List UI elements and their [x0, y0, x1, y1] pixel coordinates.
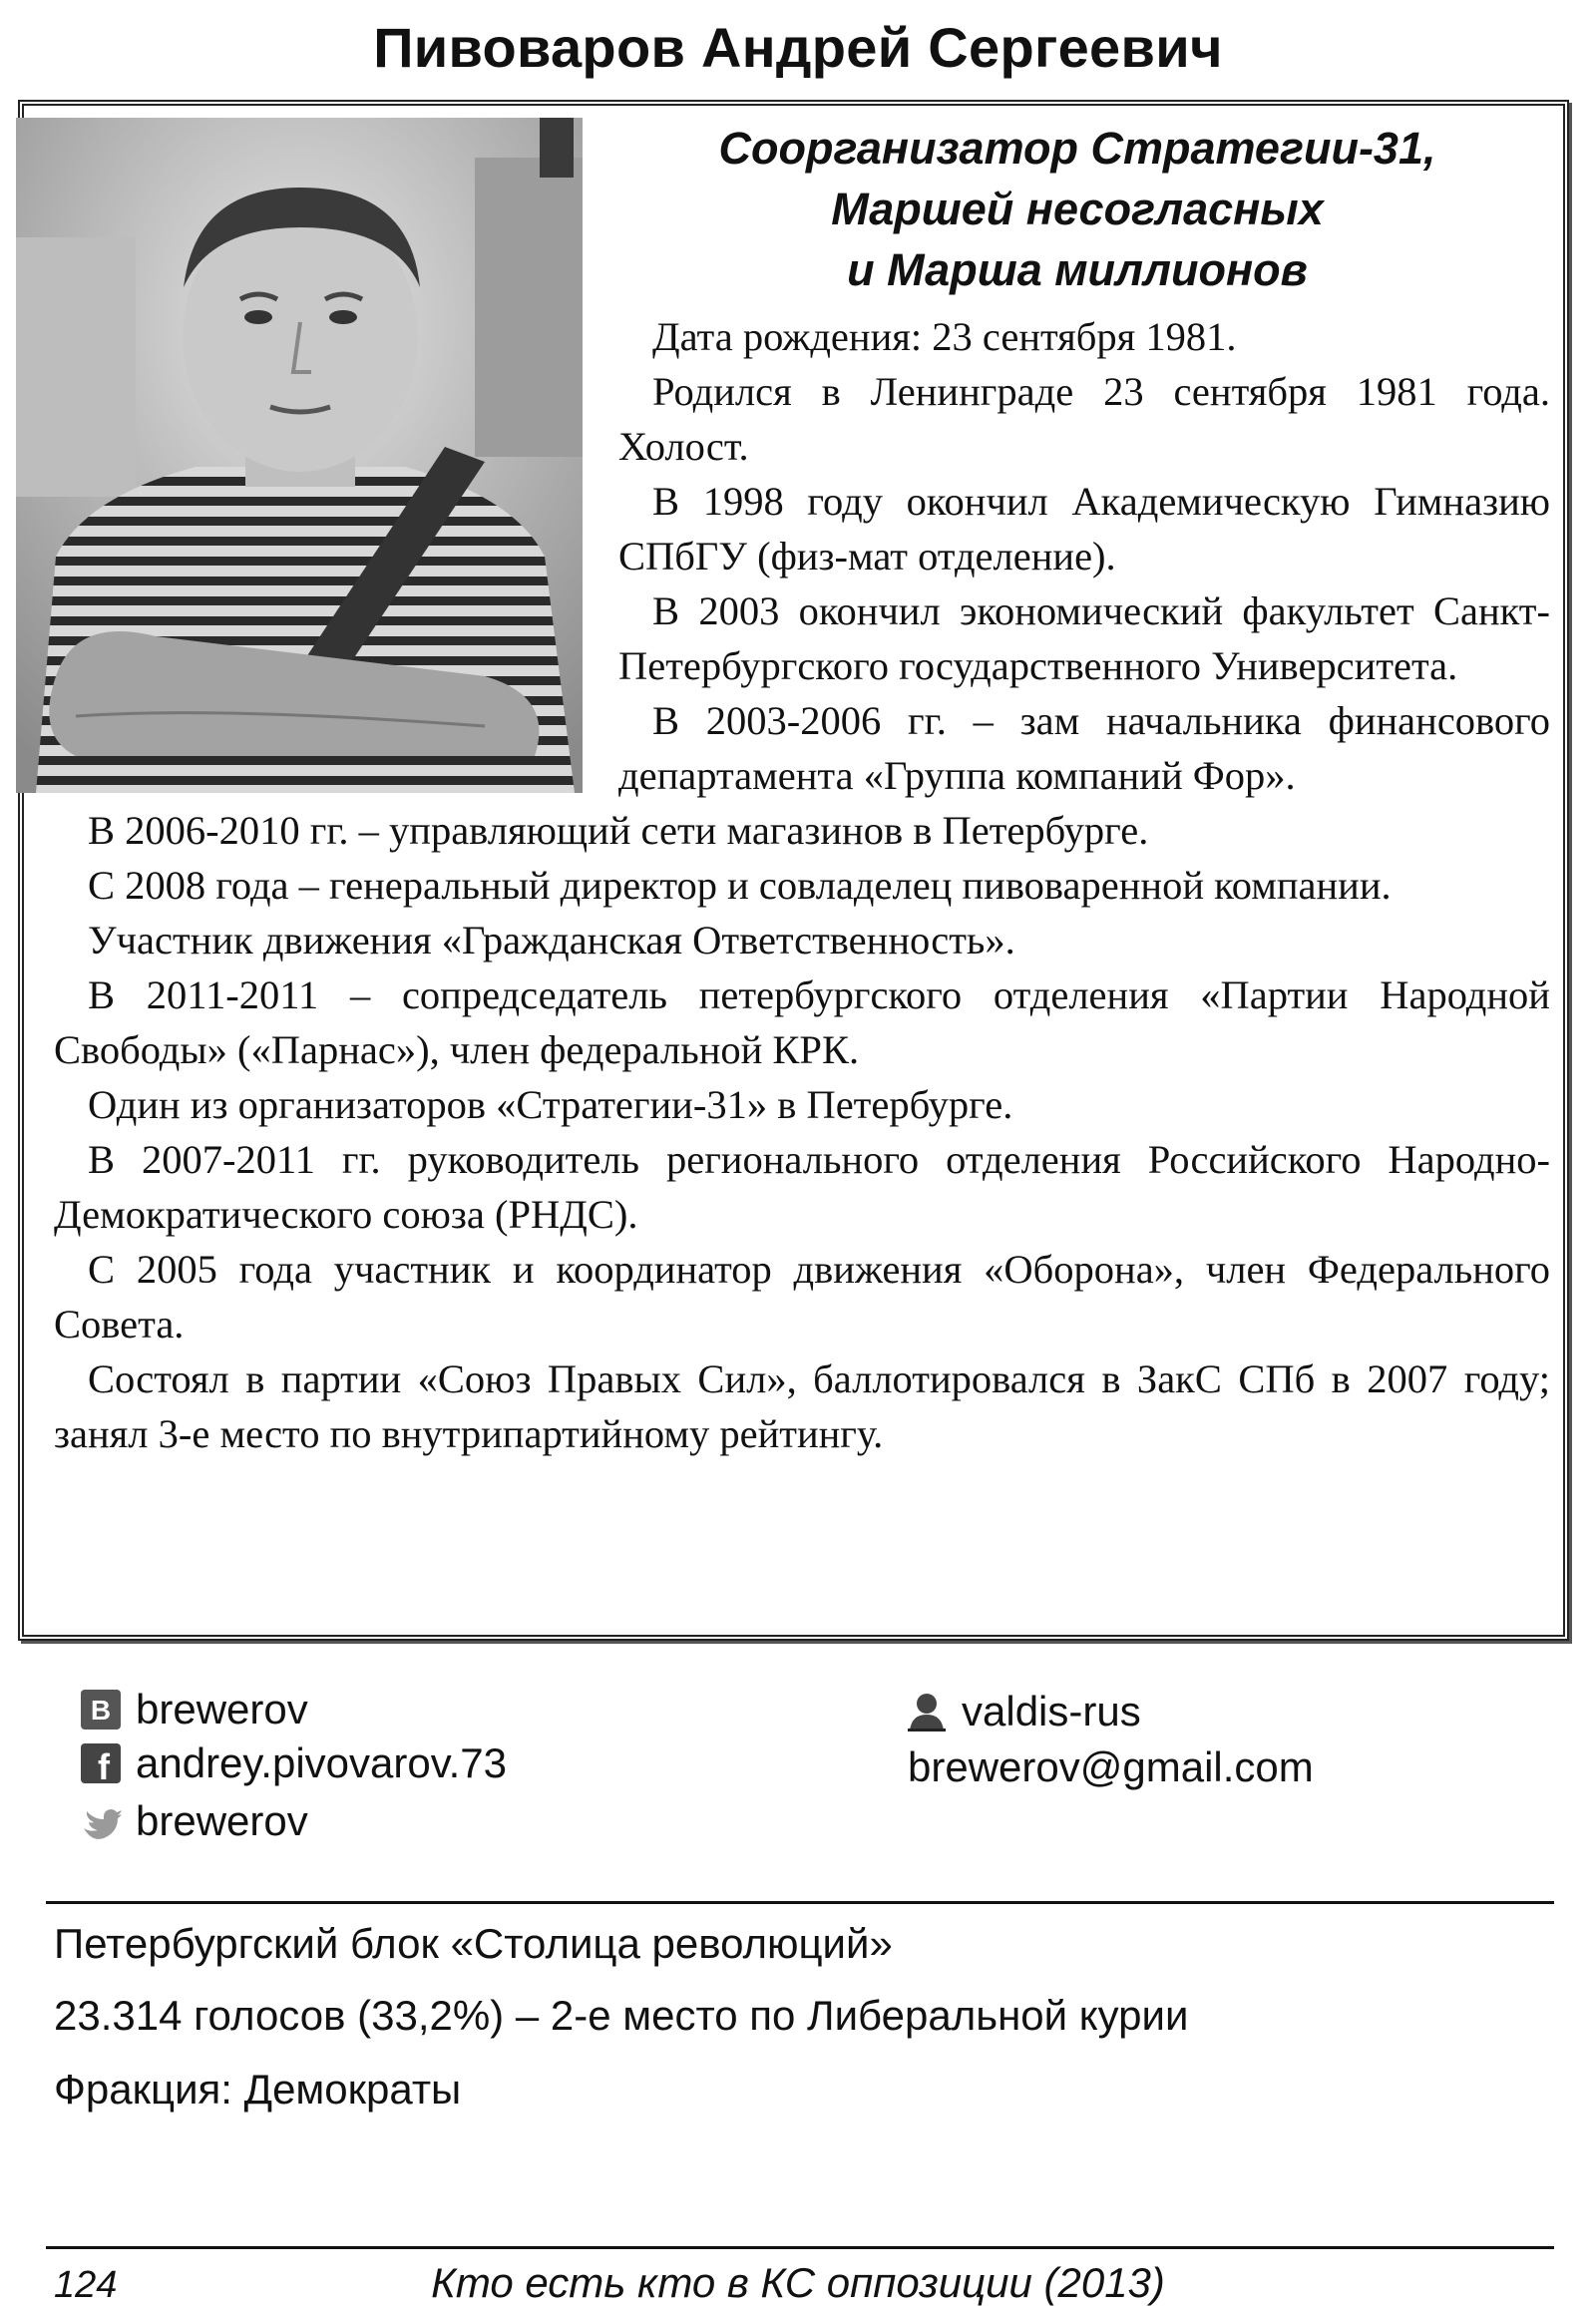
- page-title: Пивоваров Андрей Сергеевич: [373, 16, 1223, 79]
- subtitle-line: Соорганизатор Стратегии-31,: [718, 123, 1436, 174]
- page-number: 124: [54, 2264, 118, 2306]
- subtitle-line: и Марша миллионов: [847, 244, 1308, 295]
- svg-text:B: B: [90, 1695, 112, 1726]
- twitter-contact[interactable]: [80, 1795, 308, 1847]
- bio-paragraph: Дата рождения: 23 сентября 1981.: [652, 314, 1237, 359]
- twitter-icon: [80, 1800, 122, 1842]
- bio-paragraph: В 2011-2011 – сопредседатель петербургского отделения «Партии Народной Свободы» («Парнас»), член федеральной КРК.: [54, 972, 1550, 1072]
- bio-paragraph: Участник движения «Гражданская Ответственность».: [88, 918, 1015, 962]
- facebook-contact[interactable]: [80, 1737, 507, 1789]
- footer-divider-line: [46, 2246, 1554, 2249]
- bio-paragraph: В 2003-2006 гг. – зам начальника финансового департамента «Группа компаний Фор».: [618, 698, 1550, 798]
- livejournal-contact[interactable]: [906, 1686, 1141, 1737]
- facebook-handle: andrey.pivovarov.73: [136, 1739, 507, 1786]
- vote-result: 23.314 голосов (33,2%) – 2-е место по Либеральной курии: [54, 1992, 1189, 2039]
- facebook-icon: [80, 1742, 122, 1784]
- faction: Фракция: Демократы: [54, 2066, 462, 2113]
- email-address[interactable]: brewerov@gmail.com: [908, 1743, 1314, 1790]
- livejournal-user-icon: [906, 1691, 948, 1732]
- bio-paragraph: С 2008 года – генеральный директор и совладелец пивоваренной компании.: [88, 863, 1392, 908]
- twitter-handle: brewerov: [136, 1797, 308, 1844]
- bio-paragraph: С 2005 года участник и координатор движения «Оборона», член Федерального Совета.: [54, 1247, 1550, 1346]
- book-title: Кто есть кто в КС оппозиции (2013): [431, 2259, 1165, 2306]
- role-subtitle: [608, 118, 1546, 300]
- biography-text: [54, 309, 1550, 1461]
- electoral-bloc: Петербургский блок «Столица революций»: [54, 1920, 893, 1967]
- subtitle-line: Маршей несогласных: [831, 184, 1324, 234]
- email-contact[interactable]: [908, 1741, 1314, 1793]
- divider-line: [46, 1901, 1554, 1904]
- svg-text:f: f: [98, 1746, 110, 1784]
- bio-paragraph: Один из организаторов «Стратегии-31» в Петербурге.: [88, 1082, 1013, 1127]
- bio-paragraph: В 2006-2010 гг. – управляющий сети магазинов в Петербурге.: [88, 808, 1149, 853]
- bio-paragraph: В 2003 окончил экономический факультет Санкт-Петербургского государственного Университета.: [618, 588, 1550, 688]
- vk-handle: brewerov: [136, 1686, 308, 1732]
- vk-contact[interactable]: [80, 1684, 308, 1735]
- bio-paragraph: Состоял в партии «Союз Правых Сил», баллотировался в ЗакС СПб в 2007 году; занял 3-е место по внутрипартийному рейтингу.: [54, 1356, 1550, 1456]
- bio-paragraph: В 2007-2011 гг. руководитель регионального отделения Российского Народно-Демократического союза (РНДС).: [54, 1137, 1550, 1237]
- bio-paragraph: Родился в Ленинграде 23 сентября 1981 года. Холост.: [618, 369, 1550, 469]
- livejournal-handle: valdis-rus: [962, 1688, 1141, 1734]
- bio-paragraph: В 1998 году окончил Академическую Гимназию СПбГУ (физ-мат отделение).: [618, 479, 1550, 578]
- vk-icon: [80, 1689, 122, 1731]
